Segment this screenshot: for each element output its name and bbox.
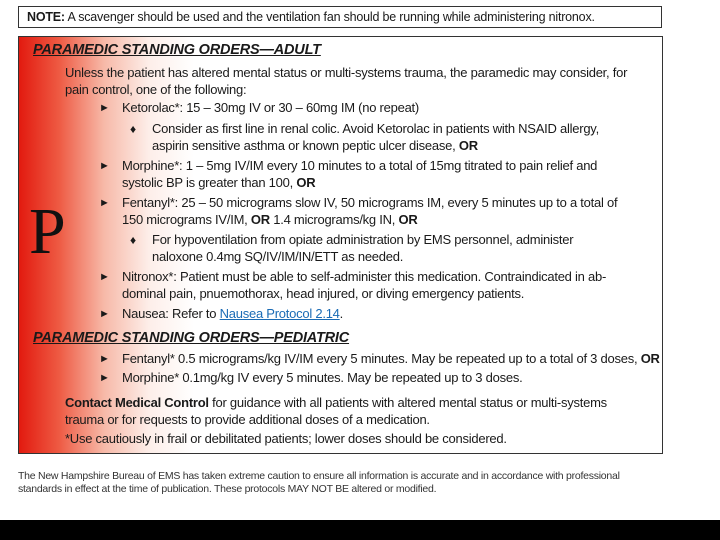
diamond-bullet-icon: ♦ <box>130 122 137 136</box>
note-label: NOTE: <box>27 10 65 24</box>
contact-line-2: trauma or for requests to provide additional doses of a medication. <box>65 412 430 427</box>
morphine-line-1: Morphine*: 1 – 5mg IV/IM every 10 minutes to a total of 15mg titrated to pain relief and <box>122 158 598 173</box>
triangle-bullet-icon: ► <box>99 308 110 320</box>
caution-note: *Use cautiously in frail or debilitated patients; lower doses should be considered. <box>65 431 507 446</box>
pediatric-fentanyl-or: OR <box>640 351 660 366</box>
note-text: A scavenger should be used and the ventilation fan should be running while administering nitronox. <box>64 10 595 24</box>
fentanyl-text-a: 150 micrograms IV/IM, <box>122 212 251 227</box>
triangle-bullet-icon: ► <box>99 271 110 283</box>
pediatric-section-title: PARAMEDIC STANDING ORDERS—PEDIATRIC <box>33 330 350 346</box>
nausea-protocol-link[interactable]: Nausea Protocol 2.14 <box>219 306 340 321</box>
triangle-bullet-icon: ► <box>99 372 110 384</box>
naloxone-line-1: For hypoventilation from opiate administration by EMS personnel, administer <box>152 232 574 247</box>
ketorolac-or: OR <box>458 138 478 153</box>
nausea-prefix: Nausea: Refer to <box>122 306 220 321</box>
fentanyl-text-b: 1.4 micrograms/kg IN, <box>269 212 399 227</box>
bottom-black-bar <box>0 520 720 540</box>
nausea-suffix: . <box>339 306 344 321</box>
nitronox-line-1: Nitronox*: Patient must be able to self-administer this medication. Contraindicated in ab- <box>122 269 607 284</box>
ketorolac-sub-line-1: Consider as first line in renal colic. Avoid Ketorolac in patients with NSAID allergy, <box>152 121 599 136</box>
fentanyl-line-1: Fentanyl*: 25 – 50 micrograms slow IV, 50 micrograms IM, every 5 minutes up to a total of <box>122 195 618 210</box>
fentanyl-or-2: OR <box>398 212 418 227</box>
nitronox-line-2: dominal pain, pnuemothorax, head injured, or diving emergency patients. <box>122 286 525 301</box>
triangle-bullet-icon: ► <box>99 353 110 365</box>
diamond-bullet-icon: ♦ <box>130 233 137 247</box>
ketorolac-line: Ketorolac*: 15 – 30mg IV or 30 – 60mg IM (no repeat) <box>122 100 420 115</box>
adult-intro-line-1: Unless the patient has altered mental status or multi-systems trauma, the paramedic may consider, for <box>65 65 628 80</box>
naloxone-line-2: naloxone 0.4mg SQ/IV/IM/IN/ETT as needed. <box>152 249 404 264</box>
pediatric-fentanyl-line <box>122 350 660 368</box>
contact-line-1 <box>65 394 607 412</box>
fentanyl-line-2 <box>122 211 418 229</box>
triangle-bullet-icon: ► <box>99 160 110 172</box>
nausea-line <box>122 305 343 323</box>
pediatric-fentanyl-text: Fentanyl* 0.5 micrograms/kg IV/IM every 5 minutes. May be repeated up to a total of 3 doses, <box>122 351 641 366</box>
disclaimer-footer <box>18 470 678 496</box>
fentanyl-or-1: OR <box>250 212 270 227</box>
morphine-line-2 <box>122 174 315 192</box>
ketorolac-sub-line-2 <box>152 137 478 155</box>
protocol-panel <box>18 36 663 454</box>
adult-section-title: PARAMEDIC STANDING ORDERS—ADULT <box>33 42 321 58</box>
pediatric-morphine-line: Morphine* 0.1mg/kg IV every 5 minutes. May be repeated up to 3 doses. <box>122 370 523 385</box>
morphine-text: systolic BP is greater than 100, <box>122 175 297 190</box>
ketorolac-sub-text: aspirin sensitive asthma or known peptic ulcer disease, <box>152 138 459 153</box>
adult-intro-line-2: pain control, one of the following: <box>65 82 247 97</box>
morphine-or: OR <box>296 175 316 190</box>
triangle-bullet-icon: ► <box>99 102 110 114</box>
triangle-bullet-icon: ► <box>99 197 110 209</box>
footer-line-1: The New Hampshire Bureau of EMS has taken extreme caution to ensure all information is accurate and in accordance with professional <box>18 470 620 482</box>
contact-text: for guidance with all patients with altered mental status or multi-systems <box>208 395 607 410</box>
safety-note <box>18 6 662 28</box>
contact-bold: Contact Medical Control <box>65 395 209 410</box>
side-letter: P <box>29 195 66 268</box>
footer-line-2: standards in effect at the time of publication. These protocols MAY NOT BE altered or modified. <box>18 483 437 495</box>
